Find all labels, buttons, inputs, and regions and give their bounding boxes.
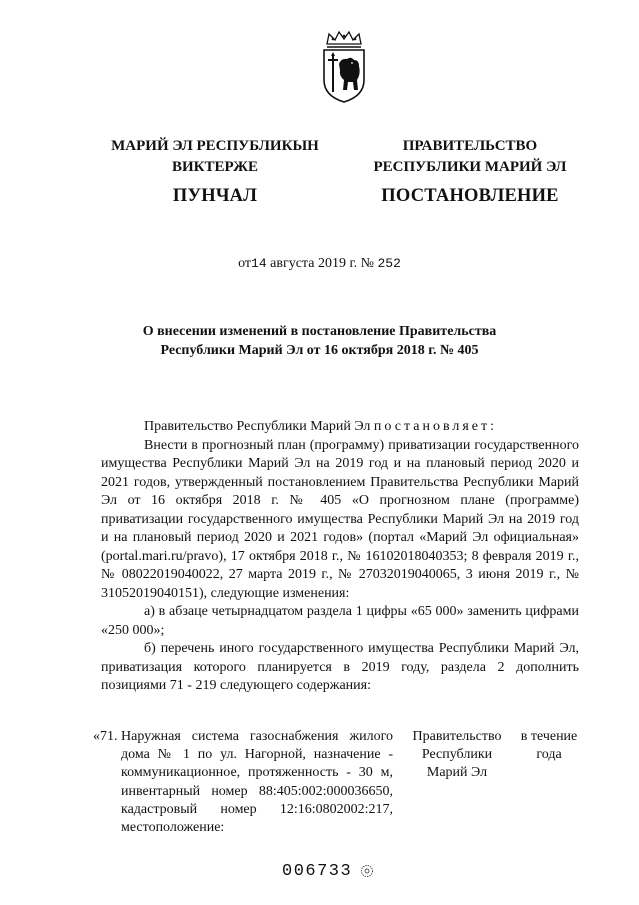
authority-line2: Республики: [421, 747, 493, 763]
intro-paragraph: [101, 418, 579, 437]
document-number: 252: [377, 256, 401, 271]
header-left-title: ПУНЧАЛ: [172, 186, 258, 206]
row-description: Наружная система газоснабжения жилого дома № 1 по ул. Нагорной, назначение - коммуникационное, протяженность - 30 м, инвентарный номер 88:405:002:000036650, кадастровый номер 12:16:0802002:217, местоположение:: [121, 729, 393, 836]
paragraph-b: б) перечень иного государственного имущества Республики Марий Эл, приватизация которого планируется в 2019 году, раздела 2 дополнить позициями 71 - 219 следующего содержания:: [101, 641, 579, 693]
mari-el-coat-of-arms-icon: [319, 30, 369, 104]
intro-subject: Правительство Республики Марий Эл: [144, 419, 371, 434]
document-title: [0, 322, 639, 360]
intro-verb: постановляет:: [373, 419, 498, 434]
form-serial-number: 006733: [282, 862, 353, 881]
term-line2: года: [536, 747, 562, 763]
title-line2: Республики Марий Эл от 16 октября 2018 г. № 405: [160, 343, 479, 358]
date-line: [0, 256, 639, 272]
header-right-line1: ПРАВИТЕЛЬСТВО: [402, 138, 538, 154]
header-left-line2: ВИКТЕРЖЕ: [171, 159, 259, 175]
table-cell-term: [513, 728, 585, 764]
date-month-year: августа 2019 г. №: [270, 256, 374, 271]
header-left-block: [100, 136, 330, 207]
star-seal-icon: [360, 864, 374, 878]
header-left-line1: МАРИЙ ЭЛ РЕСПУБЛИКЫН: [111, 138, 319, 154]
date-prefix: от: [238, 256, 252, 271]
paragraph-a: а) в абзаце четырнадцатом раздела 1 цифры «65 000» заменить цифрами «250 000»;: [101, 604, 579, 638]
authority-line3: Марий Эл: [426, 765, 488, 781]
term-line1: в течение: [520, 729, 578, 744]
header-right-title: ПОСТАНОВЛЕНИЕ: [381, 186, 559, 206]
authority-line1: Правительство: [412, 729, 502, 744]
date-day: 14: [251, 256, 267, 271]
document-body: [101, 418, 579, 696]
table-cell-authority: [411, 728, 503, 783]
row-number: «71.: [93, 729, 118, 744]
paragraph-main: Внести в прогнозный план (программу) приватизации государственного имущества Республики Марий Эл на 2019 год и на плановый период 2020 и 2021 годов, утвержденный постановлением Правительства Республики Марий Эл от 16 октября 2018 г. № 405 «О прогнозном плане (программе) приватизации государственного имущества Республики Марий Эл на 2019 год и на плановый период 2020 и 2021 годов» (портал «Марий Эл официальная» (portal.mari.ru/pravo), 17 октября 2018 г., № 16102018040353; 8 февраля 2019 г., № 08022019040022, 27 марта 2019 г., № 27032019040065, 3 июня 2019 г., № 31052019040151), следующие изменения:: [101, 437, 579, 601]
title-line1: О внесении изменений в постановление Правительства: [142, 324, 497, 339]
header-right-line2: РЕСПУБЛИКИ МАРИЙ ЭЛ: [373, 159, 567, 175]
header-right-block: [360, 136, 580, 207]
table-cell-description: [93, 728, 393, 837]
